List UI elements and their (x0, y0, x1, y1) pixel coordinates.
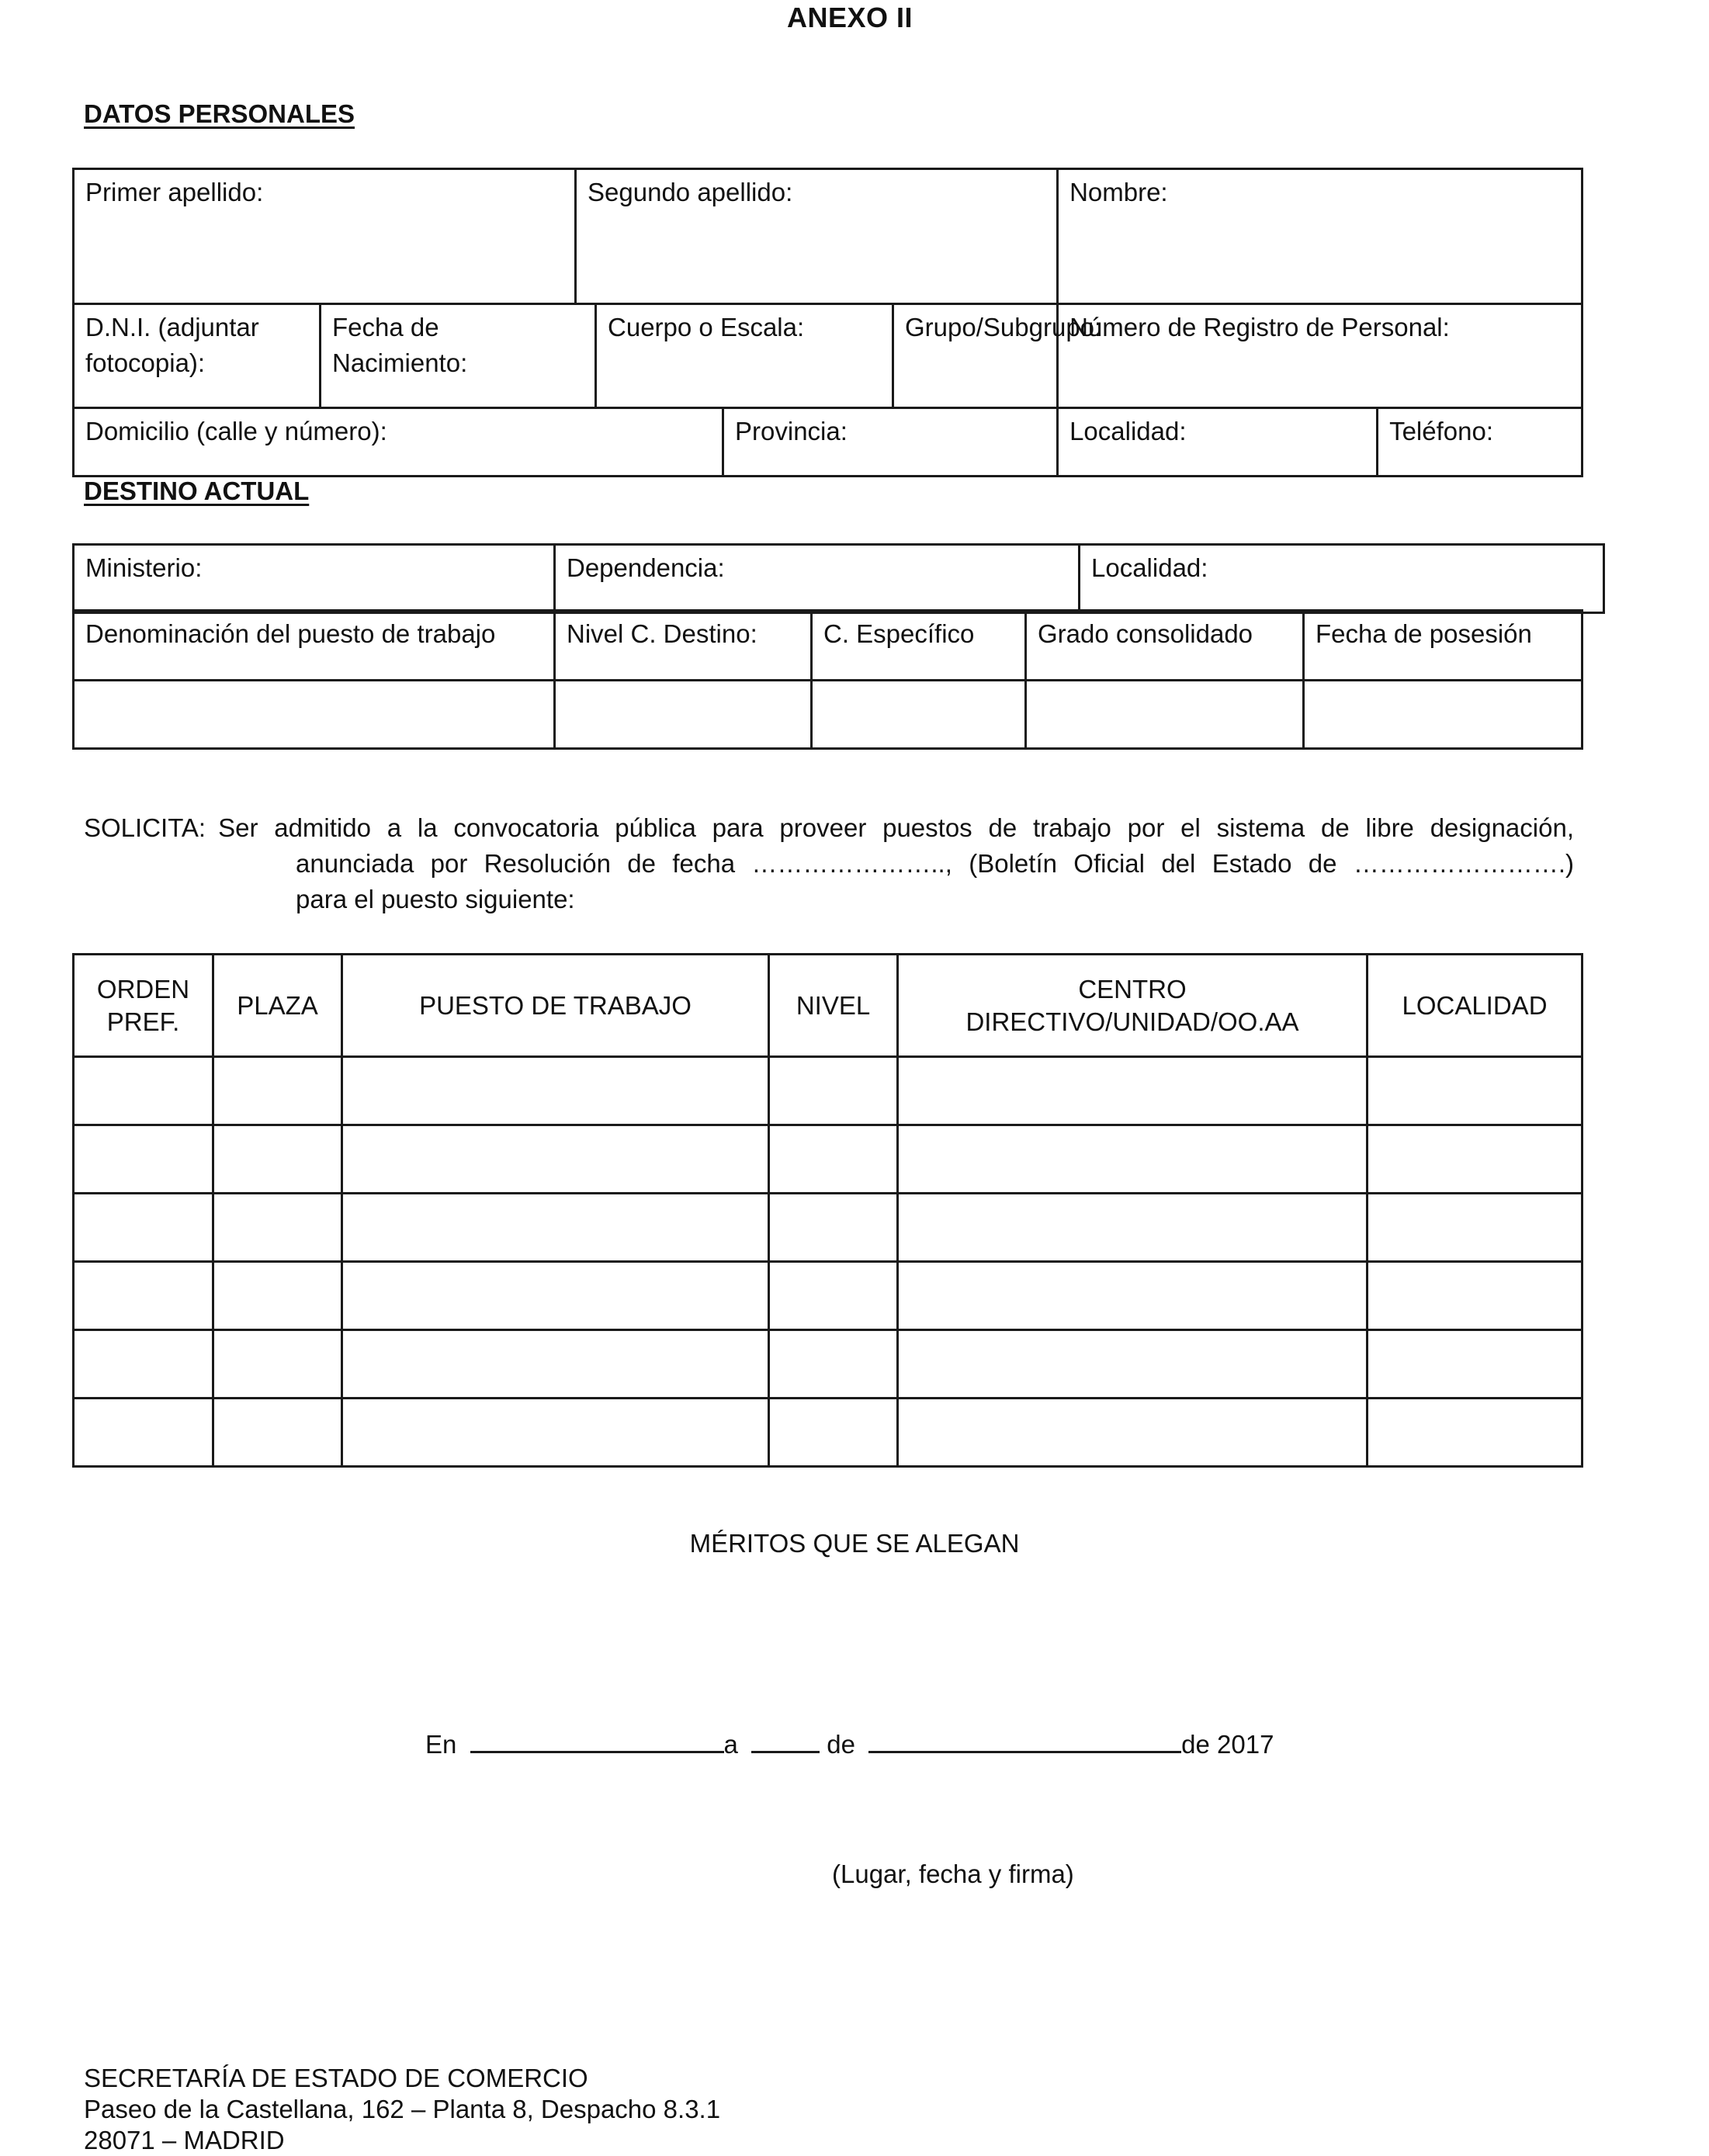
plazas-table (72, 953, 1583, 1468)
centro-header-line1: CENTRO (1078, 974, 1187, 1003)
registro-personal-field[interactable] (1058, 304, 1582, 408)
cuerpo-escala-label: Cuerpo o Escala: (608, 313, 805, 341)
denominacion-input[interactable] (74, 681, 555, 749)
lugar-fecha-firma-caption: (Lugar, fecha y firma) (832, 1860, 1074, 1888)
nivel-cell[interactable] (769, 1125, 898, 1194)
meritos-heading: MÉRITOS QUE SE ALEGAN (689, 1529, 1020, 1558)
footer-address (84, 2063, 720, 2156)
plaza-cell[interactable] (213, 1330, 342, 1399)
puesto-cell[interactable] (342, 1125, 769, 1194)
localidad-destino-label: Localidad: (1091, 553, 1208, 582)
denominacion-header (74, 611, 555, 681)
registro-personal-label: Número de Registro de Personal: (1069, 313, 1450, 341)
orden-cell[interactable] (74, 1194, 213, 1262)
localidad-label: Localidad: (1069, 417, 1187, 445)
centro-cell[interactable] (898, 1399, 1368, 1467)
ministerio-field[interactable] (74, 545, 555, 613)
localidad-field[interactable] (1058, 408, 1378, 477)
nivel-destino-input[interactable] (555, 681, 812, 749)
puesto-cell[interactable] (342, 1057, 769, 1125)
firma-de-label: de (827, 1730, 855, 1759)
table-row (74, 1194, 1582, 1262)
nivel-cell[interactable] (769, 1399, 898, 1467)
dni-field[interactable] (74, 304, 321, 408)
grupo-subgrupo-field[interactable] (893, 304, 1102, 408)
fecha-posesion-header (1304, 611, 1582, 681)
segundo-apellido-label: Segundo apellido: (588, 178, 793, 206)
fecha-nacimiento-label-line1: Fecha de (332, 313, 439, 341)
domicilio-field[interactable] (74, 408, 723, 477)
nivel-cell[interactable] (769, 1057, 898, 1125)
nivel-destino-header (555, 611, 812, 681)
plaza-cell[interactable] (213, 1125, 342, 1194)
ministerio-label: Ministerio: (85, 553, 203, 582)
centro-header (898, 955, 1368, 1057)
localidad-cell[interactable] (1368, 1330, 1582, 1399)
mes-blank[interactable] (868, 1728, 1181, 1753)
orden-cell[interactable] (74, 1057, 213, 1125)
table-row (74, 1057, 1582, 1125)
dni-label-line2: fotocopia): (85, 348, 206, 377)
provincia-label: Provincia: (735, 417, 848, 445)
centro-cell[interactable] (898, 1330, 1368, 1399)
especifico-header (812, 611, 1026, 681)
puesto-actual-table (72, 609, 1583, 750)
lugar-blank[interactable] (470, 1728, 724, 1753)
centro-cell[interactable] (898, 1057, 1368, 1125)
orden-cell[interactable] (74, 1330, 213, 1399)
denominacion-label: Denominación del puesto de trabajo (85, 619, 496, 648)
cuerpo-escala-field[interactable] (596, 304, 893, 408)
solicita-line2: anunciada por Resolución de fecha ………………….., (Boletín Oficial del Estado de …………………….) (296, 849, 1574, 878)
solicita-line1: Ser admitido a la convocatoria pública para proveer puestos de trabajo por el sistema de libre designación, (218, 813, 1574, 842)
table-row (74, 1262, 1582, 1330)
fecha-nacimiento-field[interactable] (321, 304, 596, 408)
puesto-cell[interactable] (342, 1262, 769, 1330)
orden-header-line1: ORDEN (96, 974, 190, 1003)
destino-actual-table (72, 543, 1605, 614)
table-row (74, 1330, 1582, 1399)
plaza-header: PLAZA (213, 955, 342, 1057)
grupo-subgrupo-label: Grupo/Subgrupo: (905, 313, 1102, 341)
primer-apellido-label: Primer apellido: (85, 178, 264, 206)
nivel-cell[interactable] (769, 1262, 898, 1330)
provincia-field[interactable] (723, 408, 1058, 477)
footer-line1: SECRETARÍA DE ESTADO DE COMERCIO (84, 2064, 588, 2092)
table-row (74, 1399, 1582, 1467)
puesto-header: PUESTO DE TRABAJO (342, 955, 769, 1057)
fecha-posesion-input[interactable] (1304, 681, 1582, 749)
fecha-nacimiento-label-line2: Nacimiento: (332, 348, 468, 377)
telefono-field[interactable] (1378, 408, 1582, 477)
localidad-cell[interactable] (1368, 1262, 1582, 1330)
puesto-cell[interactable] (342, 1194, 769, 1262)
localidad-cell[interactable] (1368, 1057, 1582, 1125)
firma-a-label: a (723, 1730, 738, 1759)
especifico-input[interactable] (812, 681, 1026, 749)
nivel-destino-label: Nivel C. Destino: (567, 619, 757, 648)
dni-label-line1: D.N.I. (adjuntar (85, 313, 259, 341)
solicita-paragraph (84, 810, 1574, 917)
grado-header (1026, 611, 1304, 681)
dependencia-label: Dependencia: (567, 553, 725, 582)
table-row (74, 1125, 1582, 1194)
localidad-cell[interactable] (1368, 1125, 1582, 1194)
firma-en-label: En (425, 1730, 457, 1759)
localidad-header: LOCALIDAD (1368, 955, 1582, 1057)
section-heading-datos-personales: DATOS PERSONALES (84, 99, 355, 128)
nombre-label: Nombre: (1069, 178, 1168, 206)
primer-apellido-field[interactable] (74, 169, 576, 304)
puesto-cell[interactable] (342, 1330, 769, 1399)
orden-cell[interactable] (74, 1399, 213, 1467)
orden-cell[interactable] (74, 1262, 213, 1330)
datos-personales-table (72, 168, 1583, 477)
orden-header-line2: PREF. (106, 1007, 180, 1036)
plaza-cell[interactable] (213, 1399, 342, 1467)
section-heading-destino-actual: DESTINO ACTUAL (84, 477, 310, 505)
nombre-field[interactable] (1058, 169, 1582, 304)
dia-blank[interactable] (751, 1728, 820, 1753)
firma-year-label: de 2017 (1181, 1730, 1274, 1759)
plaza-cell[interactable] (213, 1262, 342, 1330)
localidad-cell[interactable] (1368, 1194, 1582, 1262)
footer-line2: Paseo de la Castellana, 162 – Planta 8, Despacho 8.3.1 (84, 2095, 721, 2123)
centro-cell[interactable] (898, 1125, 1368, 1194)
dependencia-field[interactable] (555, 545, 1080, 613)
solicita-line3: para el puesto siguiente: (296, 885, 575, 913)
domicilio-label: Domicilio (calle y número): (85, 417, 387, 445)
telefono-label: Teléfono: (1389, 417, 1493, 445)
localidad-cell[interactable] (1368, 1399, 1582, 1467)
nivel-header: NIVEL (769, 955, 898, 1057)
grado-input[interactable] (1026, 681, 1304, 749)
centro-header-line2: DIRECTIVO/UNIDAD/OO.AA (965, 1007, 1299, 1036)
orden-pref-header (74, 955, 213, 1057)
plaza-cell[interactable] (213, 1194, 342, 1262)
plazas-header-row (74, 955, 1582, 1057)
puesto-cell[interactable] (342, 1399, 769, 1467)
centro-cell[interactable] (898, 1194, 1368, 1262)
segundo-apellido-field[interactable] (576, 169, 1058, 304)
nivel-cell[interactable] (769, 1194, 898, 1262)
orden-cell[interactable] (74, 1125, 213, 1194)
centro-cell[interactable] (898, 1262, 1368, 1330)
footer-line3: 28071 – MADRID (84, 2126, 285, 2154)
firma-line (425, 1728, 1274, 1759)
plaza-cell[interactable] (213, 1057, 342, 1125)
nivel-cell[interactable] (769, 1330, 898, 1399)
especifico-label: C. Específico (823, 619, 975, 648)
fecha-posesion-label: Fecha de posesión (1316, 619, 1532, 648)
document-title: ANEXO II (786, 2, 913, 33)
localidad-destino-field[interactable] (1080, 545, 1604, 613)
grado-label: Grado consolidado (1038, 619, 1253, 648)
solicita-label: SOLICITA: (84, 813, 206, 842)
